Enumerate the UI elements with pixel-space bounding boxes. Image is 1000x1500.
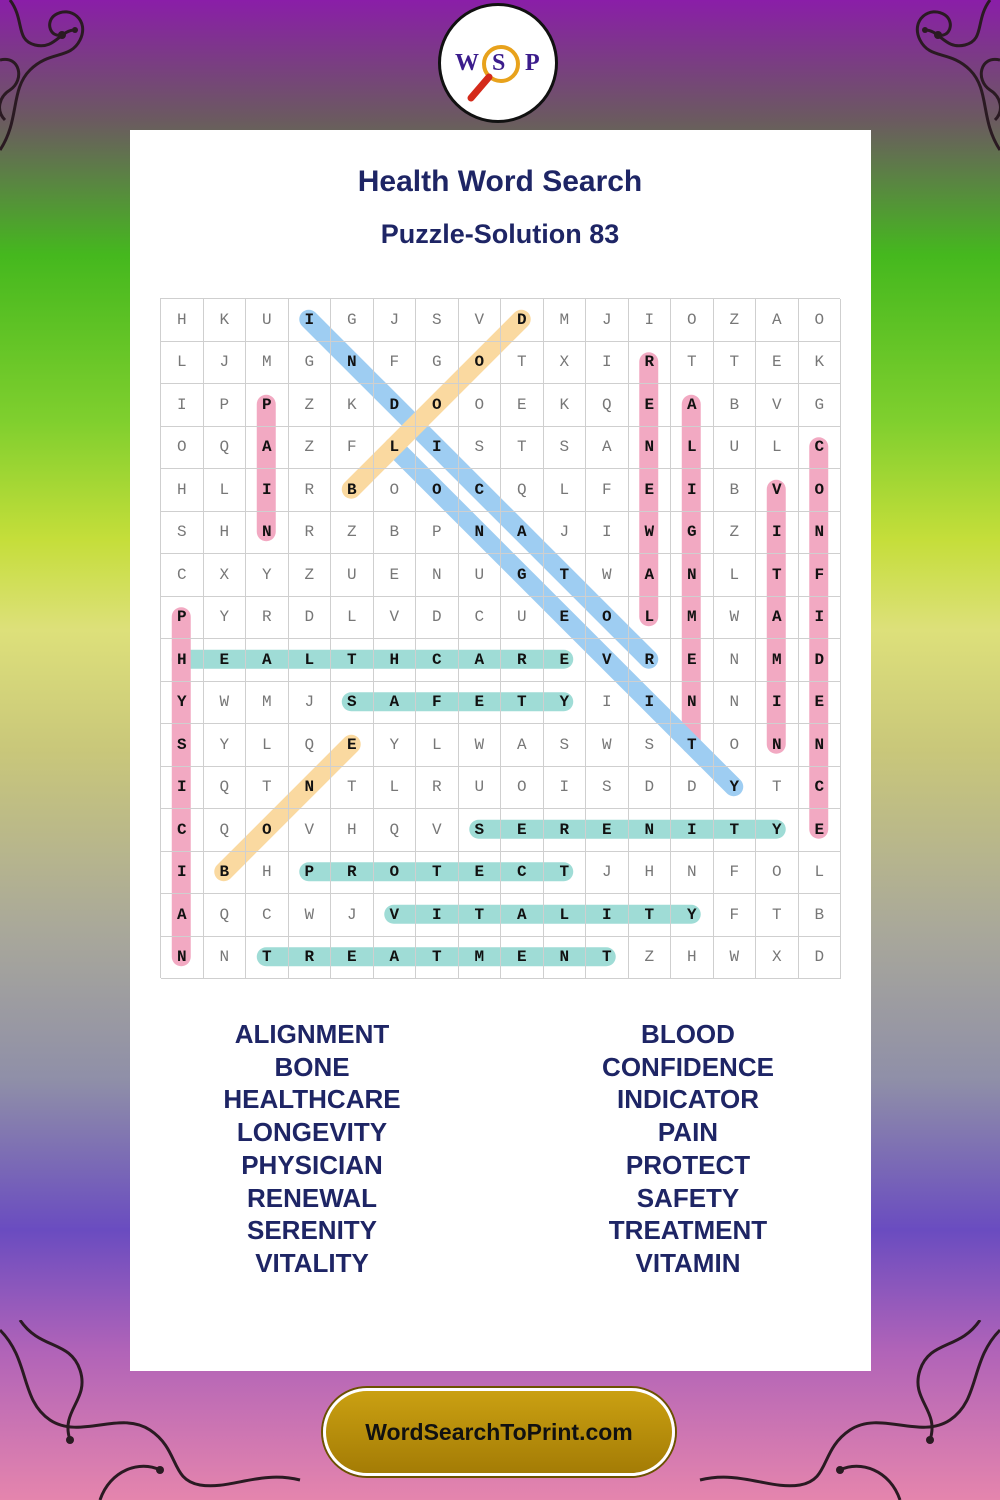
- grid-cell[interactable]: D: [671, 767, 714, 810]
- word-list-item: BONE: [274, 1051, 350, 1082]
- grid-cell[interactable]: E: [331, 937, 374, 980]
- grid-cell[interactable]: B: [714, 384, 757, 427]
- grid-cell[interactable]: N: [671, 554, 714, 597]
- grid-cell[interactable]: E: [629, 384, 672, 427]
- grid-cell[interactable]: S: [161, 724, 204, 767]
- grid-cell[interactable]: F: [374, 342, 417, 385]
- grid-cell[interactable]: G: [501, 554, 544, 597]
- grid-cell[interactable]: L: [756, 427, 799, 470]
- grid-cell[interactable]: K: [331, 384, 374, 427]
- grid-cell[interactable]: Q: [289, 724, 332, 767]
- grid-cell[interactable]: Y: [544, 682, 587, 725]
- grid-cell[interactable]: P: [204, 384, 247, 427]
- grid-cell[interactable]: J: [289, 682, 332, 725]
- grid-cell[interactable]: N: [331, 342, 374, 385]
- grid-cell[interactable]: N: [416, 554, 459, 597]
- grid-cell[interactable]: L: [714, 554, 757, 597]
- grid-cell[interactable]: O: [161, 427, 204, 470]
- grid-cell[interactable]: K: [799, 342, 842, 385]
- grid-cell[interactable]: T: [501, 427, 544, 470]
- grid-cell[interactable]: T: [714, 342, 757, 385]
- word-list-item: PHYSICIAN: [241, 1149, 383, 1180]
- grid-cell[interactable]: N: [629, 427, 672, 470]
- grid-cell[interactable]: R: [289, 937, 332, 980]
- grid-cell[interactable]: L: [374, 767, 417, 810]
- grid-cell[interactable]: T: [671, 342, 714, 385]
- grid-cell[interactable]: C: [161, 809, 204, 852]
- grid-cell[interactable]: Q: [204, 809, 247, 852]
- grid-cell[interactable]: L: [204, 469, 247, 512]
- grid-cell[interactable]: T: [331, 639, 374, 682]
- word-list-right: [538, 1018, 838, 1280]
- grid-cell[interactable]: E: [204, 639, 247, 682]
- grid-cell[interactable]: C: [799, 427, 842, 470]
- puzzle-grid: [160, 298, 840, 978]
- grid-cell[interactable]: E: [671, 639, 714, 682]
- grid-cell[interactable]: Z: [714, 512, 757, 555]
- grid-cell[interactable]: I: [416, 894, 459, 937]
- grid-cell[interactable]: M: [246, 342, 289, 385]
- grid-cell[interactable]: B: [331, 469, 374, 512]
- grid-cell[interactable]: Q: [204, 767, 247, 810]
- grid-cell[interactable]: A: [246, 639, 289, 682]
- grid-cell[interactable]: L: [289, 639, 332, 682]
- grid-cell[interactable]: I: [246, 469, 289, 512]
- grid-cell[interactable]: L: [416, 724, 459, 767]
- grid-cell[interactable]: O: [374, 469, 417, 512]
- grid-cell[interactable]: I: [799, 597, 842, 640]
- grid-cell[interactable]: J: [544, 512, 587, 555]
- grid-cell[interactable]: G: [799, 384, 842, 427]
- grid-cell[interactable]: Y: [246, 554, 289, 597]
- grid-cell[interactable]: Y: [671, 894, 714, 937]
- grid-cell[interactable]: T: [671, 724, 714, 767]
- grid-cell[interactable]: O: [416, 384, 459, 427]
- grid-cell[interactable]: X: [756, 937, 799, 980]
- grid-cell[interactable]: E: [501, 809, 544, 852]
- grid-cell[interactable]: V: [586, 639, 629, 682]
- grid-cell[interactable]: C: [459, 469, 502, 512]
- grid-cell[interactable]: Y: [714, 767, 757, 810]
- grid-cell[interactable]: U: [714, 427, 757, 470]
- grid-cell[interactable]: F: [586, 469, 629, 512]
- grid-cell[interactable]: U: [331, 554, 374, 597]
- grid-cell[interactable]: O: [416, 469, 459, 512]
- page-subtitle: Puzzle-Solution 83: [380, 219, 620, 249]
- grid-cell[interactable]: E: [501, 384, 544, 427]
- grid-cell[interactable]: O: [246, 809, 289, 852]
- grid-cell[interactable]: A: [374, 937, 417, 980]
- grid-cell[interactable]: V: [289, 809, 332, 852]
- grid-cell[interactable]: I: [586, 342, 629, 385]
- grid-cell[interactable]: V: [416, 809, 459, 852]
- word-list-item: INDICATOR: [616, 1084, 760, 1115]
- grid-cell[interactable]: E: [459, 682, 502, 725]
- grid-cell[interactable]: T: [714, 809, 757, 852]
- grid-cell[interactable]: H: [161, 299, 204, 342]
- grid-cell[interactable]: A: [629, 554, 672, 597]
- grid-cell[interactable]: I: [629, 299, 672, 342]
- grid-cell[interactable]: O: [799, 469, 842, 512]
- grid-cell[interactable]: C: [459, 597, 502, 640]
- word-list-item: SAFETY: [636, 1182, 740, 1213]
- grid-cell[interactable]: N: [714, 682, 757, 725]
- grid-cell[interactable]: S: [416, 299, 459, 342]
- grid-cell[interactable]: A: [246, 427, 289, 470]
- grid-cell[interactable]: S: [161, 512, 204, 555]
- grid-cell[interactable]: D: [799, 937, 842, 980]
- grid-cell[interactable]: Q: [374, 809, 417, 852]
- grid-cell[interactable]: B: [799, 894, 842, 937]
- grid-cell[interactable]: T: [416, 852, 459, 895]
- grid-cell[interactable]: Q: [501, 469, 544, 512]
- grid-cell[interactable]: L: [331, 597, 374, 640]
- grid-cell[interactable]: H: [629, 852, 672, 895]
- grid-cell[interactable]: G: [289, 342, 332, 385]
- grid-cell[interactable]: H: [204, 512, 247, 555]
- grid-cell[interactable]: B: [714, 469, 757, 512]
- grid-cell[interactable]: E: [799, 809, 842, 852]
- grid-cell[interactable]: U: [459, 554, 502, 597]
- grid-cell[interactable]: W: [289, 894, 332, 937]
- grid-cell[interactable]: T: [756, 767, 799, 810]
- grid-cell[interactable]: J: [586, 299, 629, 342]
- grid-cell[interactable]: W: [586, 724, 629, 767]
- word-list-item: SERENITY: [246, 1215, 378, 1246]
- grid-cell[interactable]: Z: [289, 384, 332, 427]
- corner-ornament-top-left: [0, 0, 130, 170]
- grid-cell[interactable]: V: [459, 299, 502, 342]
- grid-cell[interactable]: O: [756, 852, 799, 895]
- grid-cell[interactable]: O: [799, 299, 842, 342]
- grid-cell[interactable]: G: [331, 299, 374, 342]
- grid-cell[interactable]: Z: [629, 937, 672, 980]
- grid-cell[interactable]: I: [416, 427, 459, 470]
- grid-cell[interactable]: E: [501, 937, 544, 980]
- grid-cell[interactable]: K: [544, 384, 587, 427]
- grid-cell[interactable]: J: [331, 894, 374, 937]
- grid-cell[interactable]: O: [501, 767, 544, 810]
- grid-cell[interactable]: O: [586, 597, 629, 640]
- grid-cell[interactable]: T: [501, 342, 544, 385]
- grid-cell[interactable]: L: [544, 469, 587, 512]
- word-list-item: ALIGNMENT: [234, 1019, 390, 1049]
- grid-cell[interactable]: C: [161, 554, 204, 597]
- grid-cell[interactable]: T: [629, 894, 672, 937]
- grid-cell[interactable]: U: [246, 299, 289, 342]
- grid-cell[interactable]: W: [629, 512, 672, 555]
- grid-cell[interactable]: F: [714, 894, 757, 937]
- grid-cell[interactable]: N: [459, 512, 502, 555]
- logo-letter-s: S: [492, 50, 506, 76]
- grid-cell[interactable]: R: [289, 512, 332, 555]
- word-list-item: VITAMIN: [635, 1247, 741, 1278]
- grid-cell[interactable]: E: [544, 639, 587, 682]
- grid-cell[interactable]: H: [161, 639, 204, 682]
- grid-cell[interactable]: S: [459, 427, 502, 470]
- grid-cell[interactable]: Q: [586, 384, 629, 427]
- grid-cell[interactable]: P: [289, 852, 332, 895]
- grid-cell[interactable]: R: [246, 597, 289, 640]
- grid-cell[interactable]: D: [799, 639, 842, 682]
- grid-cell[interactable]: Y: [374, 724, 417, 767]
- grid-cell[interactable]: P: [161, 597, 204, 640]
- grid-cell[interactable]: L: [374, 427, 417, 470]
- grid-cell[interactable]: T: [586, 937, 629, 980]
- grid-cell[interactable]: P: [416, 512, 459, 555]
- grid-cell[interactable]: E: [756, 342, 799, 385]
- grid-cell[interactable]: T: [756, 894, 799, 937]
- grid-cell[interactable]: R: [629, 639, 672, 682]
- grid-cell[interactable]: T: [416, 937, 459, 980]
- grid-cell[interactable]: E: [799, 682, 842, 725]
- grid-cell[interactable]: C: [501, 852, 544, 895]
- grid-cell[interactable]: R: [331, 852, 374, 895]
- grid-cell[interactable]: Q: [204, 894, 247, 937]
- corner-ornament-top-right: [870, 0, 1000, 170]
- grid-cell[interactable]: K: [204, 299, 247, 342]
- grid-cell[interactable]: I: [671, 809, 714, 852]
- grid-cell[interactable]: I: [629, 682, 672, 725]
- grid-cell[interactable]: N: [714, 639, 757, 682]
- grid-cell[interactable]: F: [331, 427, 374, 470]
- grid-cell[interactable]: O: [374, 852, 417, 895]
- grid-cell[interactable]: E: [459, 852, 502, 895]
- grid-cell[interactable]: H: [246, 852, 289, 895]
- grid-cell[interactable]: F: [799, 554, 842, 597]
- grid-cell[interactable]: A: [756, 597, 799, 640]
- grid-cell[interactable]: S: [629, 724, 672, 767]
- grid-cell[interactable]: T: [756, 554, 799, 597]
- grid-cell[interactable]: H: [331, 809, 374, 852]
- grid-cell[interactable]: V: [756, 469, 799, 512]
- grid-cell[interactable]: Z: [331, 512, 374, 555]
- grid-cell[interactable]: F: [416, 682, 459, 725]
- grid-cell[interactable]: Q: [204, 427, 247, 470]
- grid-cell[interactable]: T: [246, 937, 289, 980]
- grid-cell[interactable]: E: [331, 724, 374, 767]
- grid-cell[interactable]: N: [246, 512, 289, 555]
- grid-cell[interactable]: E: [629, 469, 672, 512]
- grid-cell[interactable]: N: [671, 852, 714, 895]
- grid-cell[interactable]: J: [586, 852, 629, 895]
- word-list-item: PAIN: [657, 1117, 719, 1148]
- grid-cell[interactable]: N: [544, 937, 587, 980]
- grid-cell[interactable]: N: [756, 724, 799, 767]
- grid-cell[interactable]: H: [161, 469, 204, 512]
- grid-cell[interactable]: Z: [289, 427, 332, 470]
- grid-cell[interactable]: M: [544, 299, 587, 342]
- grid-cell[interactable]: J: [204, 342, 247, 385]
- grid-cell[interactable]: N: [161, 937, 204, 980]
- word-list-item: BLOOD: [641, 1019, 735, 1049]
- grid-cell[interactable]: J: [374, 299, 417, 342]
- grid-cell[interactable]: W: [459, 724, 502, 767]
- grid-cell[interactable]: N: [671, 682, 714, 725]
- grid-cell[interactable]: S: [586, 767, 629, 810]
- grid-cell[interactable]: A: [501, 512, 544, 555]
- grid-cell[interactable]: L: [671, 427, 714, 470]
- grid-cell[interactable]: R: [501, 639, 544, 682]
- grid-cell[interactable]: R: [544, 809, 587, 852]
- word-list-item: TREATMENT: [608, 1215, 768, 1246]
- grid-cell[interactable]: U: [501, 597, 544, 640]
- grid-cell[interactable]: C: [246, 894, 289, 937]
- grid-cell[interactable]: L: [629, 597, 672, 640]
- grid-cell[interactable]: N: [799, 512, 842, 555]
- grid-cell[interactable]: G: [416, 342, 459, 385]
- grid-cell[interactable]: P: [246, 384, 289, 427]
- letter-grid: [160, 298, 840, 978]
- grid-cell[interactable]: T: [544, 554, 587, 597]
- word-list-left: [162, 1018, 462, 1280]
- logo-letter-p: P: [525, 50, 540, 76]
- grid-cell[interactable]: N: [204, 937, 247, 980]
- grid-cell[interactable]: X: [204, 554, 247, 597]
- grid-cell[interactable]: N: [629, 809, 672, 852]
- grid-cell[interactable]: T: [246, 767, 289, 810]
- grid-cell[interactable]: D: [416, 597, 459, 640]
- grid-cell[interactable]: I: [756, 512, 799, 555]
- grid-cell[interactable]: S: [544, 724, 587, 767]
- grid-cell[interactable]: T: [501, 682, 544, 725]
- grid-cell[interactable]: Y: [161, 682, 204, 725]
- grid-cell[interactable]: E: [586, 809, 629, 852]
- grid-cell[interactable]: I: [289, 299, 332, 342]
- grid-cell[interactable]: S: [331, 682, 374, 725]
- grid-cell[interactable]: E: [374, 554, 417, 597]
- grid-cell[interactable]: X: [544, 342, 587, 385]
- grid-cell[interactable]: B: [374, 512, 417, 555]
- grid-cell[interactable]: V: [756, 384, 799, 427]
- grid-cell[interactable]: O: [459, 342, 502, 385]
- grid-cell[interactable]: G: [671, 512, 714, 555]
- grid-cell[interactable]: A: [671, 384, 714, 427]
- grid-cell[interactable]: I: [671, 469, 714, 512]
- grid-cell[interactable]: I: [586, 894, 629, 937]
- grid-cell[interactable]: T: [459, 894, 502, 937]
- grid-cell[interactable]: A: [374, 682, 417, 725]
- grid-cell[interactable]: E: [544, 597, 587, 640]
- grid-cell[interactable]: V: [374, 894, 417, 937]
- grid-cell[interactable]: H: [671, 937, 714, 980]
- grid-cell[interactable]: Y: [204, 724, 247, 767]
- page-title: Health Word Search: [357, 165, 643, 198]
- grid-cell[interactable]: Y: [756, 809, 799, 852]
- grid-cell[interactable]: O: [459, 384, 502, 427]
- grid-cell[interactable]: Z: [289, 554, 332, 597]
- grid-cell[interactable]: O: [714, 724, 757, 767]
- logo-letter-w: W: [455, 50, 479, 76]
- grid-cell[interactable]: M: [756, 639, 799, 682]
- grid-cell[interactable]: L: [544, 894, 587, 937]
- grid-cell[interactable]: D: [289, 597, 332, 640]
- grid-cell[interactable]: M: [459, 937, 502, 980]
- grid-cell[interactable]: N: [799, 724, 842, 767]
- word-list-item: HEALTHCARE: [223, 1084, 401, 1115]
- grid-cell[interactable]: T: [331, 767, 374, 810]
- word-list-item: LONGEVITY: [236, 1117, 388, 1148]
- grid-cell[interactable]: Y: [204, 597, 247, 640]
- grid-cell[interactable]: O: [671, 299, 714, 342]
- grid-cell[interactable]: A: [501, 724, 544, 767]
- grid-cell[interactable]: S: [544, 427, 587, 470]
- grid-cell[interactable]: D: [501, 299, 544, 342]
- grid-cell[interactable]: N: [289, 767, 332, 810]
- word-list-item: VITALITY: [255, 1247, 369, 1278]
- grid-cell[interactable]: I: [586, 682, 629, 725]
- grid-cell[interactable]: R: [416, 767, 459, 810]
- grid-cell[interactable]: I: [161, 767, 204, 810]
- grid-cell[interactable]: S: [459, 809, 502, 852]
- word-list-item: PROTECT: [625, 1149, 751, 1180]
- grid-cell[interactable]: L: [161, 342, 204, 385]
- grid-cell[interactable]: M: [246, 682, 289, 725]
- grid-cell[interactable]: H: [374, 639, 417, 682]
- grid-cell[interactable]: B: [204, 852, 247, 895]
- grid-cell[interactable]: A: [501, 894, 544, 937]
- grid-cell[interactable]: I: [161, 852, 204, 895]
- grid-cell[interactable]: W: [714, 597, 757, 640]
- grid-cell[interactable]: W: [714, 937, 757, 980]
- grid-cell[interactable]: I: [544, 767, 587, 810]
- grid-cell[interactable]: T: [544, 852, 587, 895]
- grid-cell[interactable]: I: [161, 384, 204, 427]
- grid-cell[interactable]: M: [671, 597, 714, 640]
- grid-cell[interactable]: A: [459, 639, 502, 682]
- grid-cell[interactable]: R: [629, 342, 672, 385]
- grid-cell[interactable]: A: [756, 299, 799, 342]
- grid-cell[interactable]: D: [629, 767, 672, 810]
- grid-cell[interactable]: C: [416, 639, 459, 682]
- grid-cell[interactable]: W: [204, 682, 247, 725]
- grid-cell[interactable]: L: [799, 852, 842, 895]
- grid-cell[interactable]: V: [374, 597, 417, 640]
- grid-cell[interactable]: R: [289, 469, 332, 512]
- grid-cell[interactable]: A: [586, 427, 629, 470]
- word-list-item: CONFIDENCE: [602, 1051, 774, 1082]
- grid-cell[interactable]: I: [756, 682, 799, 725]
- grid-cell[interactable]: A: [161, 894, 204, 937]
- grid-cell[interactable]: U: [459, 767, 502, 810]
- site-logo[interactable]: [438, 3, 558, 123]
- grid-cell[interactable]: W: [586, 554, 629, 597]
- grid-cell[interactable]: D: [374, 384, 417, 427]
- grid-cell[interactable]: F: [714, 852, 757, 895]
- site-link-button[interactable]: WordSearchToPrint.com: [323, 1388, 675, 1476]
- word-list-item: RENEWAL: [247, 1182, 377, 1213]
- grid-cell[interactable]: Z: [714, 299, 757, 342]
- grid-cell[interactable]: I: [586, 512, 629, 555]
- grid-cell[interactable]: L: [246, 724, 289, 767]
- grid-cell[interactable]: C: [799, 767, 842, 810]
